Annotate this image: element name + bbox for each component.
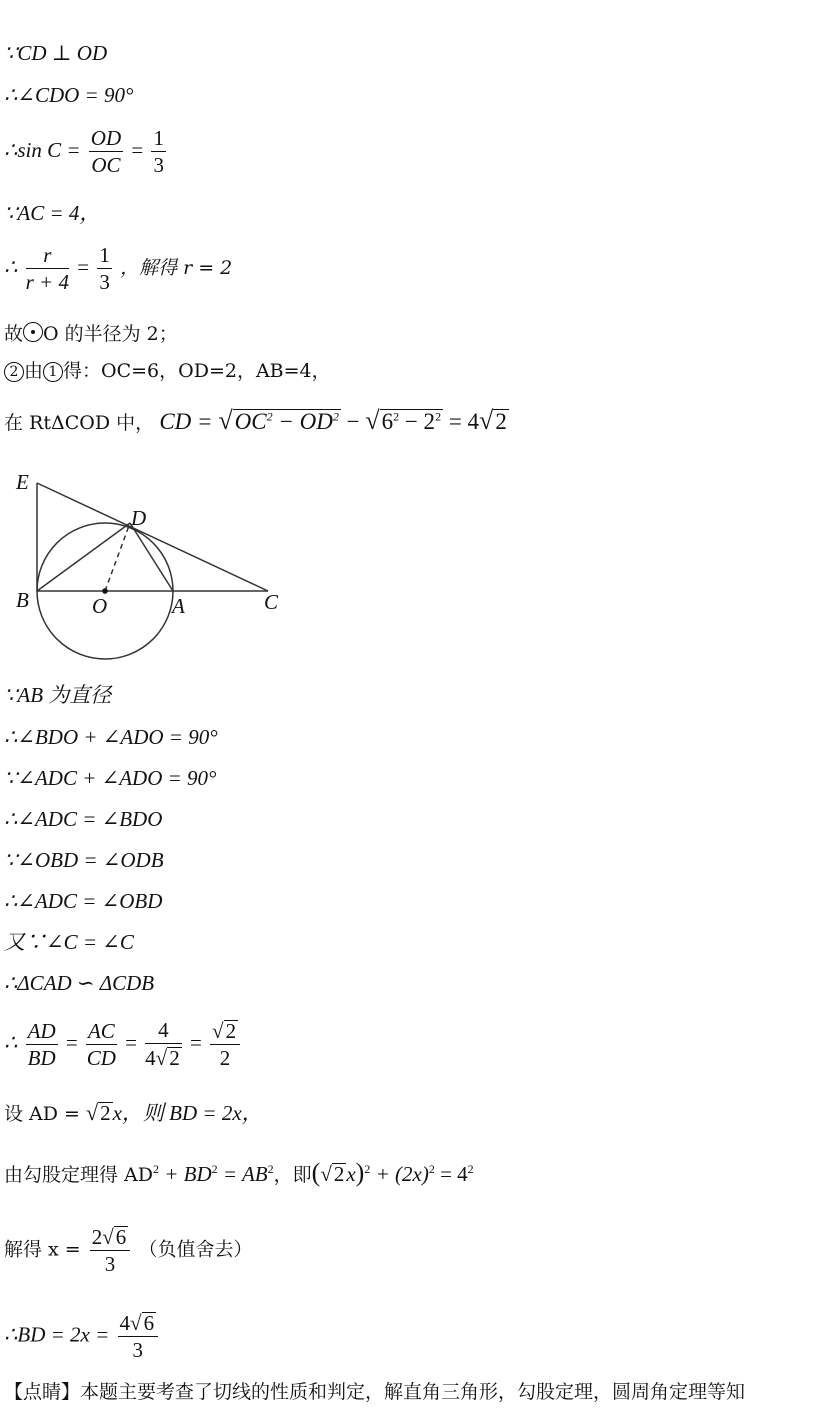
- ab: = AB: [217, 1162, 268, 1186]
- frac-den: 3: [99, 270, 110, 294]
- root-6: 6: [115, 1225, 127, 1249]
- label-o: O: [92, 594, 108, 618]
- bd-text: x，则 BD = 2x，: [112, 1101, 263, 1125]
- step-adc-obd: ∴∠ADC = ∠OBD: [4, 889, 163, 913]
- circled-number-2: 2: [4, 362, 24, 382]
- radius-text: O 的半径为 2；: [43, 323, 178, 345]
- step-angle-c: 又∵∠C = ∠C: [4, 930, 134, 954]
- frac-num: 4: [119, 1311, 131, 1335]
- frac-den: 3: [153, 153, 164, 177]
- step-similar: ∴ΔCAD ∽ ΔCDB: [4, 971, 155, 995]
- therefore: ∴: [4, 1030, 18, 1055]
- step-radius: [4, 322, 178, 344]
- root-2: 2: [495, 409, 507, 434]
- root-2: 2: [333, 1162, 345, 1186]
- od-text: − OD: [272, 409, 333, 434]
- step-solve-x: 解得 x = $\frac{2√6}{3}$ （负值舍去）: [4, 1225, 253, 1276]
- ji-text: ，即: [273, 1164, 312, 1186]
- label-d: D: [131, 506, 147, 530]
- root-2: 2: [169, 1046, 180, 1070]
- step-set-ad: 设 AD = √2x，则 BD = 2x，: [4, 1100, 263, 1125]
- sqrt-sign-icon: √: [479, 406, 494, 435]
- oc-text: OC: [234, 409, 267, 434]
- equals: =: [131, 137, 144, 162]
- step-adc-bdo: ∴∠ADC = ∠BDO: [4, 807, 163, 831]
- step-adc-ado: ∵∠ADC + ∠ADO = 90°: [4, 766, 217, 790]
- root-6: 6: [143, 1311, 155, 1335]
- frac-den: 4: [145, 1046, 156, 1070]
- frac-den: 3: [104, 1252, 116, 1276]
- you-text: 由: [24, 360, 44, 382]
- frac-num: AD: [27, 1018, 56, 1043]
- segment-bd: [37, 523, 130, 591]
- circle-o-symbol: [23, 322, 43, 342]
- values-text: 得：OC=6，OD=2，AB=4，: [63, 360, 331, 382]
- frac-num: 2: [91, 1225, 103, 1249]
- eq-4: = 4: [443, 409, 480, 434]
- circled-number-1: 1: [43, 362, 63, 382]
- bd-eq: ∴BD = 2x =: [4, 1322, 115, 1347]
- frac-num: 1: [153, 126, 164, 150]
- step-pythagoras: 由勾股定理得 $AD^2 + BD^2 = AB^2$，即$(√2x)^2 + (2x)^2 = 4^2$: [4, 1158, 474, 1187]
- sin-c-prefix: ∴sin C =: [4, 137, 81, 162]
- step-solve-r: [4, 245, 232, 293]
- frac-num: 1: [99, 243, 110, 267]
- step-cd-perp-od: ∵CD ⊥ OD: [4, 41, 108, 65]
- pythag-text: 由勾股定理得 AD: [4, 1164, 153, 1186]
- root-2: 2: [100, 1101, 111, 1125]
- two-x: + (2x): [370, 1162, 429, 1186]
- two: − 2: [399, 409, 436, 434]
- frac-den: 2: [219, 1046, 231, 1070]
- solve-r-text: ，解得 r = 2: [120, 256, 233, 279]
- frac-num: AC: [87, 1018, 115, 1043]
- therefore: ∴: [4, 254, 18, 279]
- frac-den: OC: [91, 153, 121, 177]
- segment-ec: [37, 483, 268, 591]
- solve-x-text: 解得 x =: [4, 1238, 87, 1261]
- step-part-2: [4, 362, 331, 382]
- frac-den: 3: [132, 1338, 144, 1362]
- step-cd-length: 在 RtΔCOD 中， CD = $√OC^2 - OD^2 - √6^2 - 2^2 = 4√2$: [4, 406, 507, 435]
- set-text: 设 AD =: [4, 1103, 86, 1125]
- label-c: C: [264, 590, 279, 614]
- step-ac-4: ∵AC = 4，: [4, 201, 101, 225]
- label-b: B: [16, 588, 29, 612]
- step-bdo-ado: ∴∠BDO + ∠ADO = 90°: [4, 725, 218, 749]
- geometry-figure: [10, 465, 300, 665]
- label-e: E: [16, 470, 29, 494]
- step-ab-diameter: ∵AB 为直径: [4, 683, 112, 707]
- x: x: [346, 1162, 356, 1186]
- minus: −: [340, 409, 366, 434]
- six: 6: [381, 409, 394, 434]
- gu-text: 故: [4, 323, 24, 345]
- frac-num: OD: [90, 126, 122, 150]
- sqrt-sign-icon: √: [365, 406, 380, 435]
- segment-da: [130, 523, 173, 591]
- step-angle-cdo: ∴∠CDO = 90°: [4, 83, 134, 107]
- frac-den: BD: [27, 1045, 56, 1070]
- root-2: 2: [225, 1019, 237, 1043]
- sqrt-sign-icon: √: [218, 406, 233, 435]
- step-sin-c: [4, 128, 169, 176]
- step-obd-odb: ∵∠OBD = ∠ODB: [4, 848, 164, 872]
- center-point-o: [102, 588, 108, 594]
- four: = 4: [434, 1162, 468, 1186]
- in-triangle-text: 在 RtΔCOD 中，: [4, 412, 155, 434]
- segment-od-dashed: [105, 523, 130, 591]
- comment-dianjing: 【点睛】本题主要考查了切线的性质和判定，解直角三角形，勾股定理，圆周角定理等知: [4, 1381, 746, 1403]
- label-a: A: [172, 594, 185, 618]
- frac-den: CD: [86, 1045, 116, 1070]
- bd: + BD: [159, 1162, 212, 1186]
- step-ratio: ∴ $\frac{AD}{BD}$ = $\frac{AC}{CD}$ = $\frac{4}{4√2}$ = $\frac{√2}{2}$: [4, 1020, 243, 1069]
- frac-num: 4: [145, 1020, 182, 1044]
- cd-eq: CD =: [159, 409, 219, 434]
- equals: =: [77, 254, 90, 279]
- frac-num: r: [26, 245, 69, 269]
- step-bd-result: ∴BD = 2x = $\frac{4√6}{3}$: [4, 1312, 161, 1361]
- negative-discarded-text: （负值舍去）: [138, 1238, 253, 1261]
- frac-den: r + 4: [25, 270, 69, 294]
